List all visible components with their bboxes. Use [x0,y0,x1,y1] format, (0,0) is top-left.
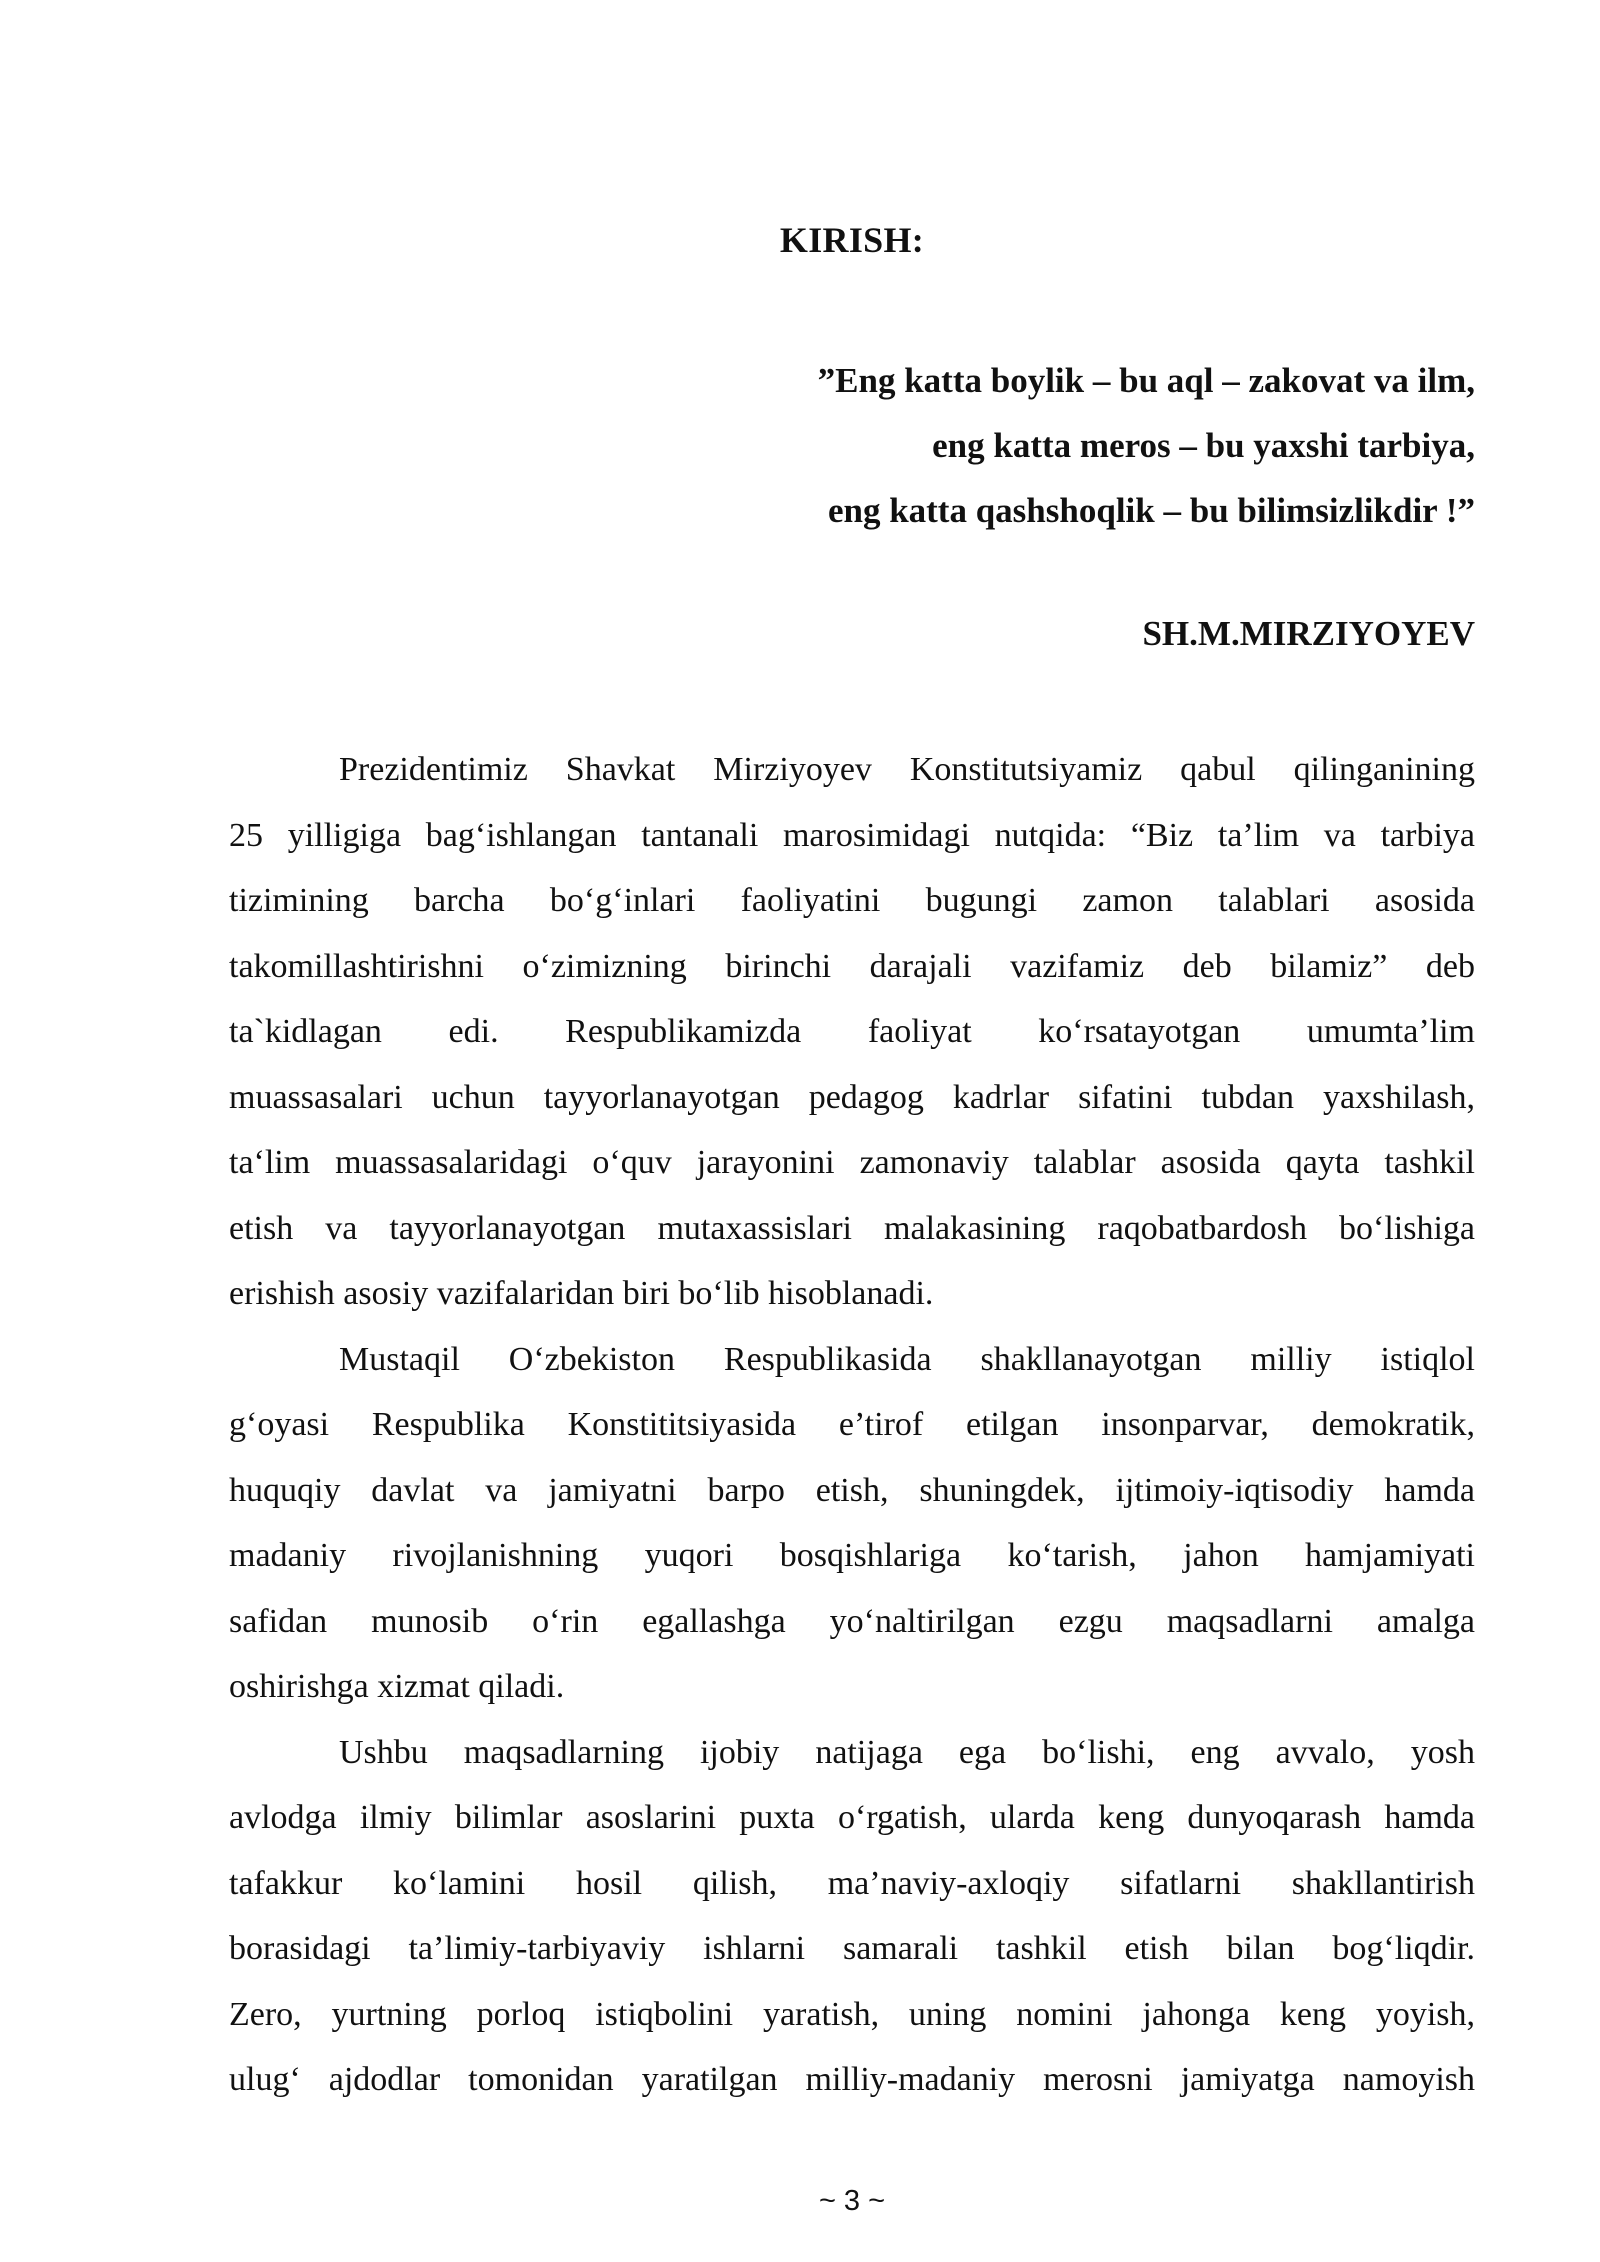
paragraph-line: tafakkur ko‘lamini hosil qilish, ma’naviy-axloqiy sifatlarni shakllantirish [229,1864,1475,1902]
page-number: ~ 3 ~ [818,2185,886,2217]
epigraph-author: SH.M.MIRZIYOYEV [1142,614,1475,653]
paragraph-line: tizimining barcha bo‘g‘inlari faoliyatini bugungi zamon talablari asosida [229,882,1475,919]
paragraph-line: ulug‘ ajdodlar tomonidan yaratilgan milliy-madaniy merosni jamiyatga namoyish [229,2061,1475,2098]
paragraph [229,1327,1475,1720]
paragraph-line: Prezidentimiz Shavkat Mirziyoyev Konstitutsiyamiz qabul qilinganining [339,751,1475,788]
paragraph-line: Mustaqil O‘zbekiston Respublikasida shakllanayotgan milliy istiqlol [339,1340,1475,1378]
paragraph-line: Zero, yurtning porloq istiqbolini yaratish, uning nomini jahonga keng yoyish, [229,1995,1475,2033]
paragraph-line: avlodga ilmiy bilimlar asoslarini puxta o‘rgatish, ularda keng dunyoqarash hamda [229,1799,1475,1836]
paragraph-line: ta`kidlagan edi. Respublikamizda faoliyat ko‘rsatayotgan umumta’lim [229,1013,1475,1050]
paragraph-line: safidan munosib o‘rin egallashga yo‘naltirilgan ezgu maqsadlarni amalga [229,1602,1475,1640]
paragraph [229,1720,1475,2113]
paragraph-line: Ushbu maqsadlarning ijobiy natijaga ega bo‘lishi, eng avvalo, yosh [339,1733,1475,1771]
paragraph-line: 25 yilligiga bag‘ishlangan tantanali marosimidagi nutqida: “Biz ta’lim va tarbiya [229,816,1475,854]
paragraph-line: borasidagi ta’limiy-tarbiyaviy ishlarni samarali tashkil etish bilan bog‘liqdir. [229,1930,1475,1967]
epigraph [229,348,1475,543]
paragraph-line: huquqiy davlat va jamiyatni barpo etish, shuningdek, ijtimoiy-iqtisodiy hamda [229,1471,1475,1509]
epigraph-line: eng katta meros – bu yaxshi tarbiya, [932,426,1475,465]
paragraph-line: erishish asosiy vazifalaridan biri bo‘lib hisoblanadi. [229,1275,934,1312]
epigraph-line: ”Eng katta boylik – bu aql – zakovat va ilm, [817,361,1475,400]
epigraph-line: eng katta qashshoqlik – bu bilimsizlikdir !” [827,491,1475,530]
paragraph-line: oshirishga xizmat qiladi. [229,1668,565,1705]
paragraph-line: takomillashtirishni o‘zimizning birinchi darajali vazifamiz deb bilamiz” deb [229,947,1475,985]
paragraph-line: madaniy rivojlanishning yuqori bosqishlariga ko‘tarish, jahon hamjamiyati [229,1537,1475,1574]
paragraph [229,737,1475,1327]
paragraph-line: ta‘lim muassasalaridagi o‘quv jarayonini zamonaviy talablar asosida qayta tashkil [229,1144,1475,1181]
body-text [229,737,1475,2113]
paragraph-line: etish va tayyorlanayotgan mutaxassislari malakasining raqobatbardosh bo‘lishiga [229,1209,1475,1247]
document-page [229,0,1475,2262]
paragraph-line: g‘oyasi Respublika Konstititsiyasida e’tirof etilgan insonparvar, demokratik, [229,1406,1475,1443]
paragraph-line: muassasalari uchun tayyorlanayotgan pedagog kadrlar sifatini tubdan yaxshilash, [229,1078,1475,1116]
page-heading: KIRISH: [779,220,925,260]
